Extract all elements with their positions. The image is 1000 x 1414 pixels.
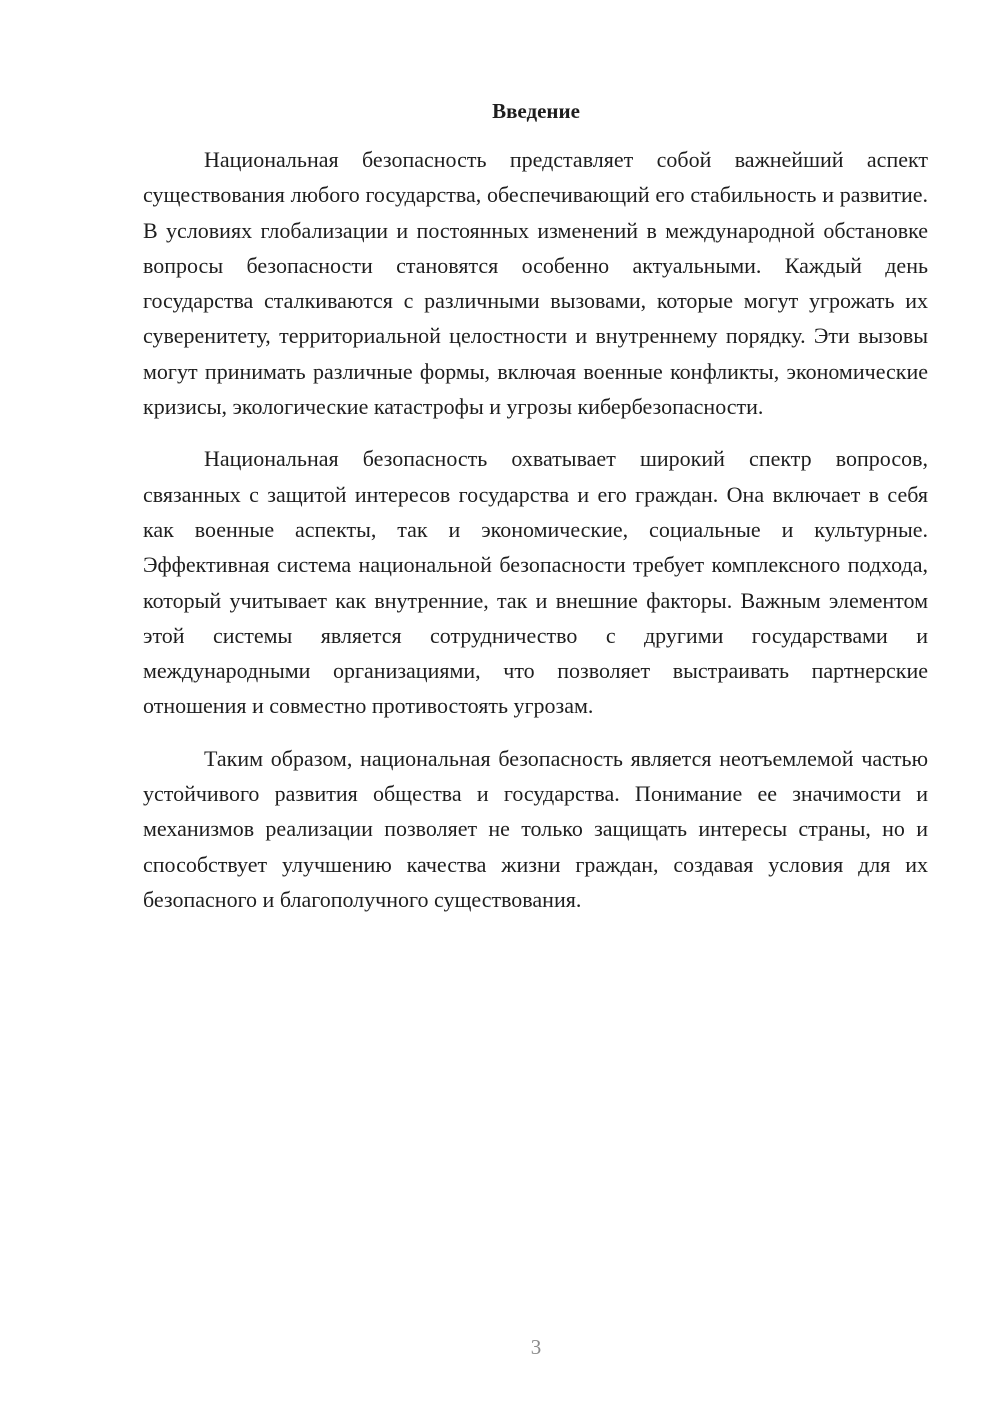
page-number: 3 (530, 1335, 542, 1359)
paragraph: Таким образом, национальная безопасность является неотъемлемой частью устойчивого развития общества и государства. Понимание ее значимости и механизмов реализации позволяет не только защищать интересы страны, но и способствует улучшению качества жизни граждан, создавая условия для их безопасного и благополучного существования. (143, 745, 928, 912)
section-heading: Введение (492, 99, 580, 123)
paragraph: Национальная безопасность охватывает широкий спектр вопросов, связанных с защитой интересов государства и его граждан. Она включает в себя как военные аспекты, так и экономические, социальные и культурные. Эффективная система национальной безопасности требует комплексного подхода, который учитывает как внутренние, так и внешние факторы. Важным элементом этой системы является сотрудничество с другими государствами и международными организациями, что позволяет выстраивать партнерские отношения и совместно противостоять угрозам. (143, 446, 928, 719)
document-body (143, 142, 928, 934)
paragraph: Национальная безопасность представляет собой важнейший аспект существования любого государства, обеспечивающий его стабильность и развитие. В условиях глобализации и постоянных изменений в международной обстановке вопросы безопасности становятся особенно актуальными. Каждый день государства сталкиваются с различными вызовами, которые могут угрожать их суверенитету, территориальной целостности и внутреннему порядку. Эти вызовы могут принимать различные формы, включая военные конфликты, экономические кризисы, экологические катастрофы и угрозы кибербезопасности. (143, 147, 928, 420)
